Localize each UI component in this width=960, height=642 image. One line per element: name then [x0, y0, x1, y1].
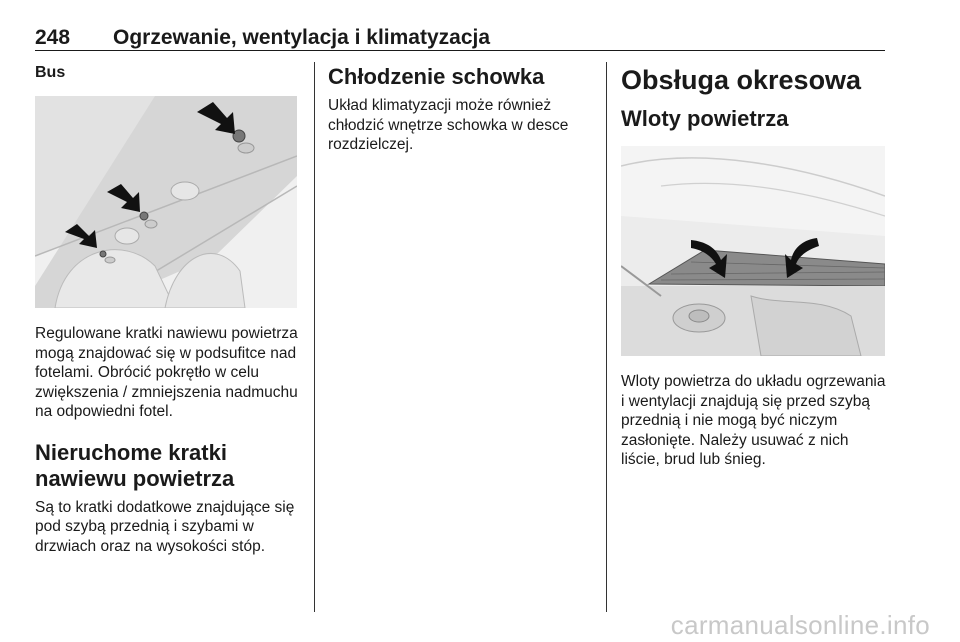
air-inlets-illustration: [621, 146, 885, 356]
column-divider-left: [314, 62, 315, 612]
watermark: carmanualsonline.info: [670, 610, 930, 640]
column-divider-right: [606, 62, 607, 612]
glovebox-cooling-heading: Chłodzenie schowka: [328, 64, 545, 89]
maintenance-heading: Obsługa okresowa: [621, 65, 862, 95]
air-inlets-subheading: Wloty powietrza: [621, 106, 789, 131]
chapter-title: Ogrzewanie, wentylacja i klimatyzacja: [113, 26, 491, 49]
page-header: [35, 18, 885, 51]
page-number: 248: [35, 26, 71, 49]
vent-adjust-paragraph: Regulowane kratki nawiewu powietrza mogą znajdować się w podsufitce nad fotelami. Obrócić pokrętło w celu zwiększenia / zmniejszenia nadmuchu na odpowiedni fotel.: [35, 325, 298, 420]
fixed-vents-paragraph: Są to kratki dodatkowe znajdujące się pod szybą przednią i szybami w drzwiach oraz na wysokości stóp.: [35, 498, 295, 555]
glovebox-cooling-paragraph: Układ klimatyzacji może również chłodzić wnętrze schowka w desce rozdzielczej.: [328, 97, 569, 153]
roof-vents-illustration: [35, 96, 297, 308]
column-left: [35, 64, 303, 556]
column-right: [621, 64, 889, 470]
air-inlets-paragraph: Wloty powietrza do układu ogrzewania i wentylacji znajdują się przed szybą przednią i nie mogą być niczym zasłonięte. Należy usuwać z nich liście, brud lub śnieg.: [621, 373, 886, 468]
column-middle: [328, 64, 598, 155]
bus-label: Bus: [35, 64, 66, 81]
fixed-vents-heading: Nieruchome kratki nawiewu powietrza: [35, 439, 235, 491]
